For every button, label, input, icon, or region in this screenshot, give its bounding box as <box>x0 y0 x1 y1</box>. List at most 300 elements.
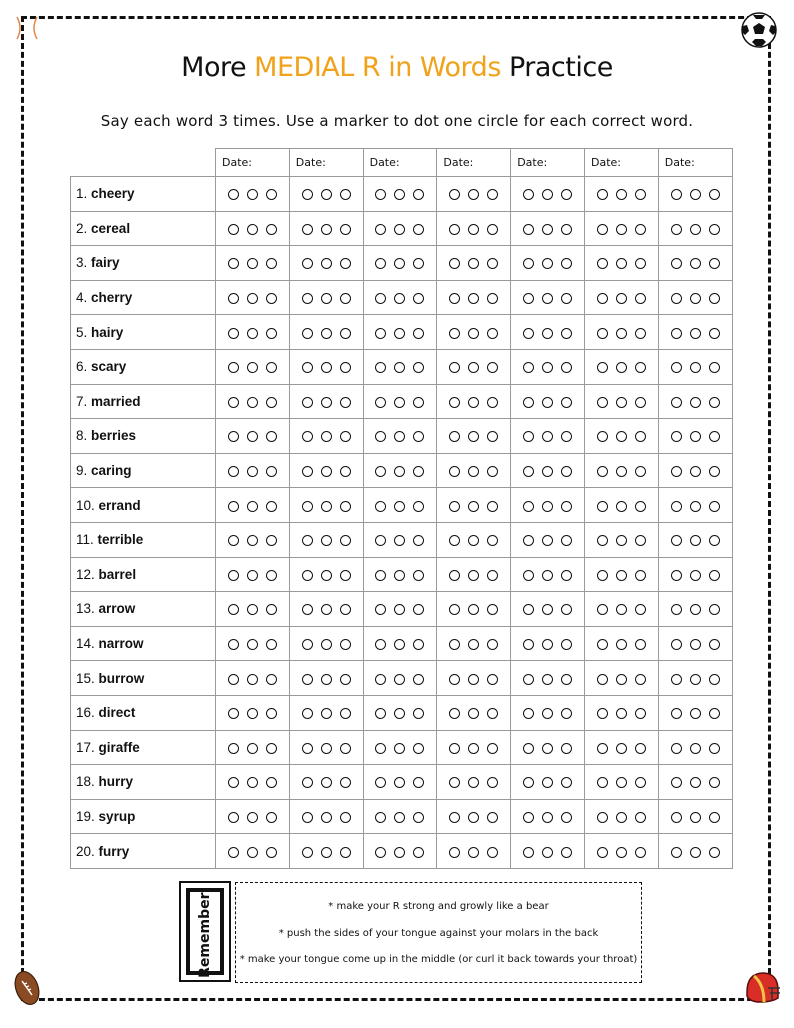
tally-circle[interactable] <box>375 466 386 477</box>
tally-circle[interactable] <box>394 570 405 581</box>
tally-circle[interactable] <box>709 777 720 788</box>
tally-circle[interactable] <box>671 293 682 304</box>
tally-circle[interactable] <box>635 293 646 304</box>
tally-circle[interactable] <box>340 604 351 615</box>
tally-circle[interactable] <box>597 570 608 581</box>
tally-circle[interactable] <box>597 224 608 235</box>
tally-circle[interactable] <box>671 258 682 269</box>
tally-circle[interactable] <box>487 708 498 719</box>
tally-circle[interactable] <box>542 743 553 754</box>
tally-circle[interactable] <box>597 743 608 754</box>
tally-circle[interactable] <box>523 812 534 823</box>
tally-circle[interactable] <box>616 224 627 235</box>
tally-circle[interactable] <box>542 258 553 269</box>
tally-circle[interactable] <box>690 397 701 408</box>
tally-circle[interactable] <box>228 431 239 442</box>
tally-circle[interactable] <box>394 639 405 650</box>
tally-circle[interactable] <box>247 639 258 650</box>
tally-circle[interactable] <box>671 708 682 719</box>
tally-circle[interactable] <box>449 777 460 788</box>
tally-circle[interactable] <box>228 397 239 408</box>
tally-circle[interactable] <box>413 535 424 546</box>
tally-circle[interactable] <box>302 743 313 754</box>
tally-circle[interactable] <box>449 708 460 719</box>
tally-circle[interactable] <box>228 604 239 615</box>
tally-circle[interactable] <box>375 777 386 788</box>
tally-circle[interactable] <box>523 847 534 858</box>
tally-circle[interactable] <box>542 189 553 200</box>
tally-circle[interactable] <box>616 189 627 200</box>
tally-circle[interactable] <box>561 431 572 442</box>
tally-circle[interactable] <box>561 362 572 373</box>
tally-circle[interactable] <box>340 674 351 685</box>
tally-circle[interactable] <box>266 674 277 685</box>
tally-circle[interactable] <box>449 812 460 823</box>
tally-circle[interactable] <box>597 674 608 685</box>
tally-circle[interactable] <box>321 708 332 719</box>
tally-circle[interactable] <box>449 604 460 615</box>
tally-circle[interactable] <box>375 743 386 754</box>
tally-circle[interactable] <box>228 258 239 269</box>
tally-circle[interactable] <box>340 501 351 512</box>
tally-circle[interactable] <box>523 431 534 442</box>
tally-circle[interactable] <box>321 328 332 339</box>
tally-circle[interactable] <box>487 743 498 754</box>
tally-circle[interactable] <box>690 570 701 581</box>
tally-circle[interactable] <box>635 431 646 442</box>
tally-circle[interactable] <box>266 777 277 788</box>
tally-circle[interactable] <box>468 466 479 477</box>
tally-circle[interactable] <box>616 362 627 373</box>
tally-circle[interactable] <box>247 362 258 373</box>
tally-circle[interactable] <box>671 743 682 754</box>
tally-circle[interactable] <box>709 570 720 581</box>
tally-circle[interactable] <box>449 501 460 512</box>
tally-circle[interactable] <box>394 397 405 408</box>
tally-circle[interactable] <box>375 812 386 823</box>
tally-circle[interactable] <box>616 535 627 546</box>
tally-circle[interactable] <box>616 812 627 823</box>
tally-circle[interactable] <box>266 224 277 235</box>
tally-circle[interactable] <box>247 812 258 823</box>
tally-circle[interactable] <box>321 777 332 788</box>
tally-circle[interactable] <box>709 535 720 546</box>
tally-circle[interactable] <box>340 777 351 788</box>
tally-circle[interactable] <box>394 743 405 754</box>
tally-circle[interactable] <box>340 639 351 650</box>
tally-circle[interactable] <box>266 362 277 373</box>
tally-circle[interactable] <box>321 397 332 408</box>
tally-circle[interactable] <box>487 535 498 546</box>
tally-circle[interactable] <box>228 708 239 719</box>
tally-circle[interactable] <box>523 224 534 235</box>
tally-circle[interactable] <box>228 501 239 512</box>
tally-circle[interactable] <box>468 847 479 858</box>
tally-circle[interactable] <box>302 570 313 581</box>
tally-circle[interactable] <box>321 362 332 373</box>
date-cell[interactable]: Date: <box>658 149 732 177</box>
tally-circle[interactable] <box>413 362 424 373</box>
tally-circle[interactable] <box>542 847 553 858</box>
tally-circle[interactable] <box>542 777 553 788</box>
tally-circle[interactable] <box>635 189 646 200</box>
tally-circle[interactable] <box>635 466 646 477</box>
tally-circle[interactable] <box>449 397 460 408</box>
tally-circle[interactable] <box>375 639 386 650</box>
tally-circle[interactable] <box>561 812 572 823</box>
tally-circle[interactable] <box>394 189 405 200</box>
tally-circle[interactable] <box>690 847 701 858</box>
tally-circle[interactable] <box>690 777 701 788</box>
tally-circle[interactable] <box>302 847 313 858</box>
tally-circle[interactable] <box>709 812 720 823</box>
tally-circle[interactable] <box>616 604 627 615</box>
tally-circle[interactable] <box>413 812 424 823</box>
tally-circle[interactable] <box>690 743 701 754</box>
tally-circle[interactable] <box>709 189 720 200</box>
tally-circle[interactable] <box>394 812 405 823</box>
tally-circle[interactable] <box>561 466 572 477</box>
tally-circle[interactable] <box>413 570 424 581</box>
tally-circle[interactable] <box>468 501 479 512</box>
tally-circle[interactable] <box>542 293 553 304</box>
tally-circle[interactable] <box>449 847 460 858</box>
tally-circle[interactable] <box>616 501 627 512</box>
tally-circle[interactable] <box>413 639 424 650</box>
tally-circle[interactable] <box>690 639 701 650</box>
tally-circle[interactable] <box>413 466 424 477</box>
tally-circle[interactable] <box>321 535 332 546</box>
tally-circle[interactable] <box>561 777 572 788</box>
tally-circle[interactable] <box>690 189 701 200</box>
tally-circle[interactable] <box>413 431 424 442</box>
tally-circle[interactable] <box>247 570 258 581</box>
tally-circle[interactable] <box>690 431 701 442</box>
tally-circle[interactable] <box>413 743 424 754</box>
tally-circle[interactable] <box>394 466 405 477</box>
tally-circle[interactable] <box>394 777 405 788</box>
tally-circle[interactable] <box>394 362 405 373</box>
tally-circle[interactable] <box>671 328 682 339</box>
tally-circle[interactable] <box>561 224 572 235</box>
tally-circle[interactable] <box>340 397 351 408</box>
tally-circle[interactable] <box>228 293 239 304</box>
tally-circle[interactable] <box>449 362 460 373</box>
tally-circle[interactable] <box>468 362 479 373</box>
tally-circle[interactable] <box>690 812 701 823</box>
tally-circle[interactable] <box>302 328 313 339</box>
tally-circle[interactable] <box>597 777 608 788</box>
tally-circle[interactable] <box>468 535 479 546</box>
tally-circle[interactable] <box>468 708 479 719</box>
tally-circle[interactable] <box>413 708 424 719</box>
tally-circle[interactable] <box>266 258 277 269</box>
tally-circle[interactable] <box>597 258 608 269</box>
tally-circle[interactable] <box>523 258 534 269</box>
tally-circle[interactable] <box>690 224 701 235</box>
tally-circle[interactable] <box>413 258 424 269</box>
tally-circle[interactable] <box>340 847 351 858</box>
tally-circle[interactable] <box>597 847 608 858</box>
tally-circle[interactable] <box>302 708 313 719</box>
tally-circle[interactable] <box>616 674 627 685</box>
tally-circle[interactable] <box>635 258 646 269</box>
tally-circle[interactable] <box>671 777 682 788</box>
tally-circle[interactable] <box>635 328 646 339</box>
tally-circle[interactable] <box>449 258 460 269</box>
tally-circle[interactable] <box>709 224 720 235</box>
tally-circle[interactable] <box>247 258 258 269</box>
tally-circle[interactable] <box>228 570 239 581</box>
tally-circle[interactable] <box>340 708 351 719</box>
tally-circle[interactable] <box>321 604 332 615</box>
tally-circle[interactable] <box>709 639 720 650</box>
tally-circle[interactable] <box>321 674 332 685</box>
tally-circle[interactable] <box>468 328 479 339</box>
tally-circle[interactable] <box>247 501 258 512</box>
tally-circle[interactable] <box>468 189 479 200</box>
tally-circle[interactable] <box>487 501 498 512</box>
tally-circle[interactable] <box>266 501 277 512</box>
tally-circle[interactable] <box>671 431 682 442</box>
tally-circle[interactable] <box>690 258 701 269</box>
tally-circle[interactable] <box>394 674 405 685</box>
tally-circle[interactable] <box>302 431 313 442</box>
tally-circle[interactable] <box>597 431 608 442</box>
tally-circle[interactable] <box>635 674 646 685</box>
tally-circle[interactable] <box>375 224 386 235</box>
tally-circle[interactable] <box>394 847 405 858</box>
tally-circle[interactable] <box>709 293 720 304</box>
tally-circle[interactable] <box>487 189 498 200</box>
tally-circle[interactable] <box>671 189 682 200</box>
tally-circle[interactable] <box>468 777 479 788</box>
tally-circle[interactable] <box>542 501 553 512</box>
tally-circle[interactable] <box>394 258 405 269</box>
tally-circle[interactable] <box>321 812 332 823</box>
tally-circle[interactable] <box>487 258 498 269</box>
tally-circle[interactable] <box>302 362 313 373</box>
tally-circle[interactable] <box>597 397 608 408</box>
tally-circle[interactable] <box>266 328 277 339</box>
tally-circle[interactable] <box>340 570 351 581</box>
tally-circle[interactable] <box>449 466 460 477</box>
tally-circle[interactable] <box>709 604 720 615</box>
tally-circle[interactable] <box>394 501 405 512</box>
tally-circle[interactable] <box>302 674 313 685</box>
tally-circle[interactable] <box>413 777 424 788</box>
date-cell[interactable]: Date: <box>216 149 290 177</box>
tally-circle[interactable] <box>671 501 682 512</box>
date-cell[interactable]: Date: <box>511 149 585 177</box>
tally-circle[interactable] <box>597 535 608 546</box>
tally-circle[interactable] <box>616 708 627 719</box>
tally-circle[interactable] <box>228 466 239 477</box>
tally-circle[interactable] <box>302 604 313 615</box>
tally-circle[interactable] <box>468 224 479 235</box>
tally-circle[interactable] <box>597 293 608 304</box>
tally-circle[interactable] <box>709 431 720 442</box>
tally-circle[interactable] <box>375 604 386 615</box>
tally-circle[interactable] <box>523 743 534 754</box>
tally-circle[interactable] <box>671 674 682 685</box>
tally-circle[interactable] <box>690 604 701 615</box>
tally-circle[interactable] <box>561 674 572 685</box>
tally-circle[interactable] <box>468 293 479 304</box>
tally-circle[interactable] <box>302 501 313 512</box>
tally-circle[interactable] <box>523 293 534 304</box>
tally-circle[interactable] <box>709 466 720 477</box>
tally-circle[interactable] <box>340 224 351 235</box>
tally-circle[interactable] <box>561 743 572 754</box>
tally-circle[interactable] <box>597 466 608 477</box>
tally-circle[interactable] <box>561 293 572 304</box>
tally-circle[interactable] <box>616 570 627 581</box>
tally-circle[interactable] <box>616 639 627 650</box>
tally-circle[interactable] <box>340 743 351 754</box>
tally-circle[interactable] <box>561 189 572 200</box>
tally-circle[interactable] <box>616 431 627 442</box>
tally-circle[interactable] <box>375 258 386 269</box>
tally-circle[interactable] <box>266 639 277 650</box>
tally-circle[interactable] <box>413 189 424 200</box>
tally-circle[interactable] <box>247 397 258 408</box>
tally-circle[interactable] <box>542 535 553 546</box>
tally-circle[interactable] <box>375 397 386 408</box>
tally-circle[interactable] <box>635 812 646 823</box>
tally-circle[interactable] <box>266 466 277 477</box>
tally-circle[interactable] <box>690 466 701 477</box>
tally-circle[interactable] <box>487 397 498 408</box>
tally-circle[interactable] <box>597 189 608 200</box>
tally-circle[interactable] <box>523 328 534 339</box>
tally-circle[interactable] <box>247 431 258 442</box>
tally-circle[interactable] <box>561 501 572 512</box>
tally-circle[interactable] <box>394 224 405 235</box>
tally-circle[interactable] <box>228 674 239 685</box>
tally-circle[interactable] <box>340 328 351 339</box>
tally-circle[interactable] <box>340 362 351 373</box>
tally-circle[interactable] <box>321 743 332 754</box>
tally-circle[interactable] <box>321 501 332 512</box>
date-cell[interactable]: Date: <box>289 149 363 177</box>
tally-circle[interactable] <box>468 639 479 650</box>
tally-circle[interactable] <box>247 189 258 200</box>
tally-circle[interactable] <box>413 501 424 512</box>
tally-circle[interactable] <box>616 743 627 754</box>
tally-circle[interactable] <box>266 812 277 823</box>
tally-circle[interactable] <box>487 604 498 615</box>
tally-circle[interactable] <box>542 362 553 373</box>
date-cell[interactable]: Date: <box>437 149 511 177</box>
tally-circle[interactable] <box>690 535 701 546</box>
tally-circle[interactable] <box>449 535 460 546</box>
tally-circle[interactable] <box>375 431 386 442</box>
tally-circle[interactable] <box>542 328 553 339</box>
tally-circle[interactable] <box>542 570 553 581</box>
tally-circle[interactable] <box>597 639 608 650</box>
tally-circle[interactable] <box>449 743 460 754</box>
tally-circle[interactable] <box>542 812 553 823</box>
tally-circle[interactable] <box>671 812 682 823</box>
tally-circle[interactable] <box>228 743 239 754</box>
tally-circle[interactable] <box>487 777 498 788</box>
tally-circle[interactable] <box>709 328 720 339</box>
tally-circle[interactable] <box>247 743 258 754</box>
tally-circle[interactable] <box>597 362 608 373</box>
tally-circle[interactable] <box>635 501 646 512</box>
tally-circle[interactable] <box>449 570 460 581</box>
tally-circle[interactable] <box>523 639 534 650</box>
tally-circle[interactable] <box>542 674 553 685</box>
tally-circle[interactable] <box>394 708 405 719</box>
tally-circle[interactable] <box>449 639 460 650</box>
tally-circle[interactable] <box>375 362 386 373</box>
tally-circle[interactable] <box>321 570 332 581</box>
tally-circle[interactable] <box>523 570 534 581</box>
tally-circle[interactable] <box>523 777 534 788</box>
tally-circle[interactable] <box>487 224 498 235</box>
tally-circle[interactable] <box>671 224 682 235</box>
tally-circle[interactable] <box>321 639 332 650</box>
tally-circle[interactable] <box>487 674 498 685</box>
tally-circle[interactable] <box>690 328 701 339</box>
tally-circle[interactable] <box>321 224 332 235</box>
tally-circle[interactable] <box>321 847 332 858</box>
tally-circle[interactable] <box>375 570 386 581</box>
tally-circle[interactable] <box>413 293 424 304</box>
tally-circle[interactable] <box>709 397 720 408</box>
tally-circle[interactable] <box>709 258 720 269</box>
tally-circle[interactable] <box>413 328 424 339</box>
tally-circle[interactable] <box>616 777 627 788</box>
tally-circle[interactable] <box>413 224 424 235</box>
tally-circle[interactable] <box>561 604 572 615</box>
tally-circle[interactable] <box>247 777 258 788</box>
tally-circle[interactable] <box>302 397 313 408</box>
tally-circle[interactable] <box>561 397 572 408</box>
tally-circle[interactable] <box>449 293 460 304</box>
tally-circle[interactable] <box>487 293 498 304</box>
tally-circle[interactable] <box>228 847 239 858</box>
tally-circle[interactable] <box>340 258 351 269</box>
tally-circle[interactable] <box>413 674 424 685</box>
tally-circle[interactable] <box>413 604 424 615</box>
tally-circle[interactable] <box>302 224 313 235</box>
tally-circle[interactable] <box>247 224 258 235</box>
tally-circle[interactable] <box>340 812 351 823</box>
tally-circle[interactable] <box>375 535 386 546</box>
tally-circle[interactable] <box>247 847 258 858</box>
tally-circle[interactable] <box>449 224 460 235</box>
tally-circle[interactable] <box>671 535 682 546</box>
tally-circle[interactable] <box>247 535 258 546</box>
tally-circle[interactable] <box>302 535 313 546</box>
tally-circle[interactable] <box>709 743 720 754</box>
tally-circle[interactable] <box>690 362 701 373</box>
tally-circle[interactable] <box>413 397 424 408</box>
tally-circle[interactable] <box>394 431 405 442</box>
tally-circle[interactable] <box>635 743 646 754</box>
tally-circle[interactable] <box>616 258 627 269</box>
tally-circle[interactable] <box>266 604 277 615</box>
tally-circle[interactable] <box>635 224 646 235</box>
tally-circle[interactable] <box>413 847 424 858</box>
tally-circle[interactable] <box>302 639 313 650</box>
tally-circle[interactable] <box>468 431 479 442</box>
tally-circle[interactable] <box>266 189 277 200</box>
tally-circle[interactable] <box>709 847 720 858</box>
